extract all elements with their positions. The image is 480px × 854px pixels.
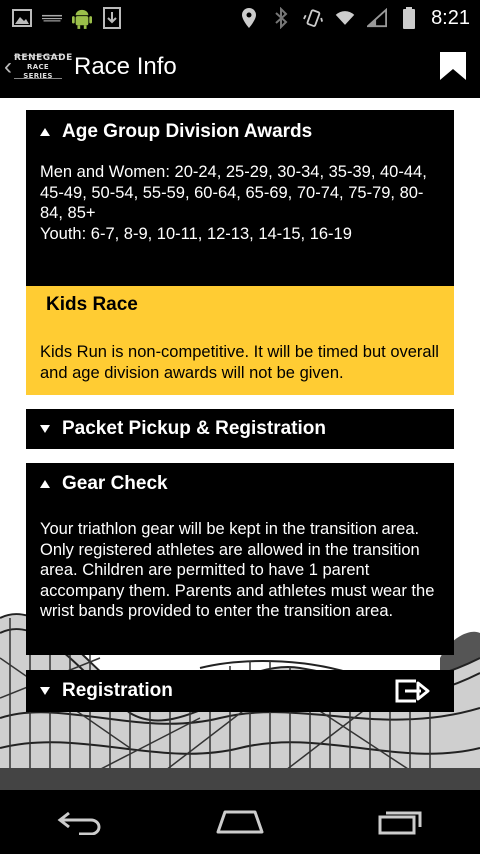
bookmark-button[interactable]: [438, 50, 468, 82]
status-bar: [0, 0, 480, 36]
kids-race-section: [26, 286, 454, 395]
app-bar: [0, 36, 480, 98]
wifi-icon: [335, 8, 355, 28]
packet-pickup-title: Packet Pickup & Registration: [62, 418, 326, 439]
packet-pickup-section: [26, 409, 454, 449]
kids-race-text: Kids Run is non-competitive. It will be timed but overall and age division awards will not be given.: [40, 343, 439, 382]
expand-arrow-icon: [40, 687, 50, 695]
page-title: Race Info: [74, 53, 177, 80]
location-icon: [239, 8, 259, 28]
gear-check-header[interactable]: [26, 463, 454, 505]
download-icon: [102, 8, 122, 28]
age-group-adults-text: Men and Women: 20-24, 25-29, 30-34, 35-39, 40-44, 45-49, 50-54, 55-59, 60-64, 65-69, 70-74, 75-79, 80-84, 85+: [40, 163, 427, 222]
home-icon: [215, 809, 265, 835]
clock: 8:21: [431, 6, 470, 29]
bookmark-icon: [438, 50, 468, 82]
content-area[interactable]: [0, 98, 480, 790]
gear-check-body: [26, 505, 454, 622]
navigation-bar: [0, 790, 480, 854]
recents-nav-button[interactable]: [370, 802, 430, 842]
gear-check-title: Gear Check: [62, 473, 168, 494]
app-logo: [14, 52, 73, 80]
collapse-arrow-icon: [40, 480, 50, 488]
collapse-arrow-icon: [40, 128, 50, 136]
age-group-header[interactable]: [26, 110, 454, 154]
chevron-left-icon: ‹: [4, 53, 12, 80]
signal-icon: [367, 8, 387, 28]
bluetooth-icon: [271, 8, 291, 28]
age-group-youth-text: Youth: 6-7, 8-9, 10-11, 12-13, 14-15, 16-19: [40, 224, 352, 243]
registration-section: [26, 670, 454, 712]
registration-header[interactable]: [26, 670, 454, 712]
home-nav-button[interactable]: [210, 802, 270, 842]
gear-check-section: [26, 463, 454, 655]
age-group-title: Age Group Division Awards: [62, 121, 313, 142]
registration-title: Registration: [62, 680, 173, 701]
vibrate-icon: [303, 8, 323, 28]
battery-icon: [399, 8, 419, 28]
packet-pickup-header[interactable]: [26, 409, 454, 449]
back-nav-button[interactable]: [50, 802, 110, 842]
back-button[interactable]: [0, 52, 73, 81]
app-logo-notification-icon: [42, 8, 62, 28]
expand-arrow-icon: [40, 425, 50, 433]
logo-line1: RENEGADE: [14, 52, 73, 63]
age-group-section: [26, 110, 454, 286]
age-group-body: [26, 154, 454, 244]
recents-icon: [377, 808, 423, 836]
android-icon: [72, 8, 92, 28]
external-link-icon[interactable]: [394, 679, 432, 709]
back-arrow-icon: [57, 809, 103, 835]
kids-race-title: Kids Race: [46, 294, 138, 315]
image-notification-icon: [12, 8, 32, 28]
logo-line2: RACE SERIES: [23, 62, 53, 80]
gear-check-text: Your triathlon gear will be kept in the transition area. Only registered athletes are allowed in the transition area. Children are permitted to have 1 parent accompany them. Parents and athletes must wear the wrist bands provided to enter the transition area.: [40, 520, 435, 620]
